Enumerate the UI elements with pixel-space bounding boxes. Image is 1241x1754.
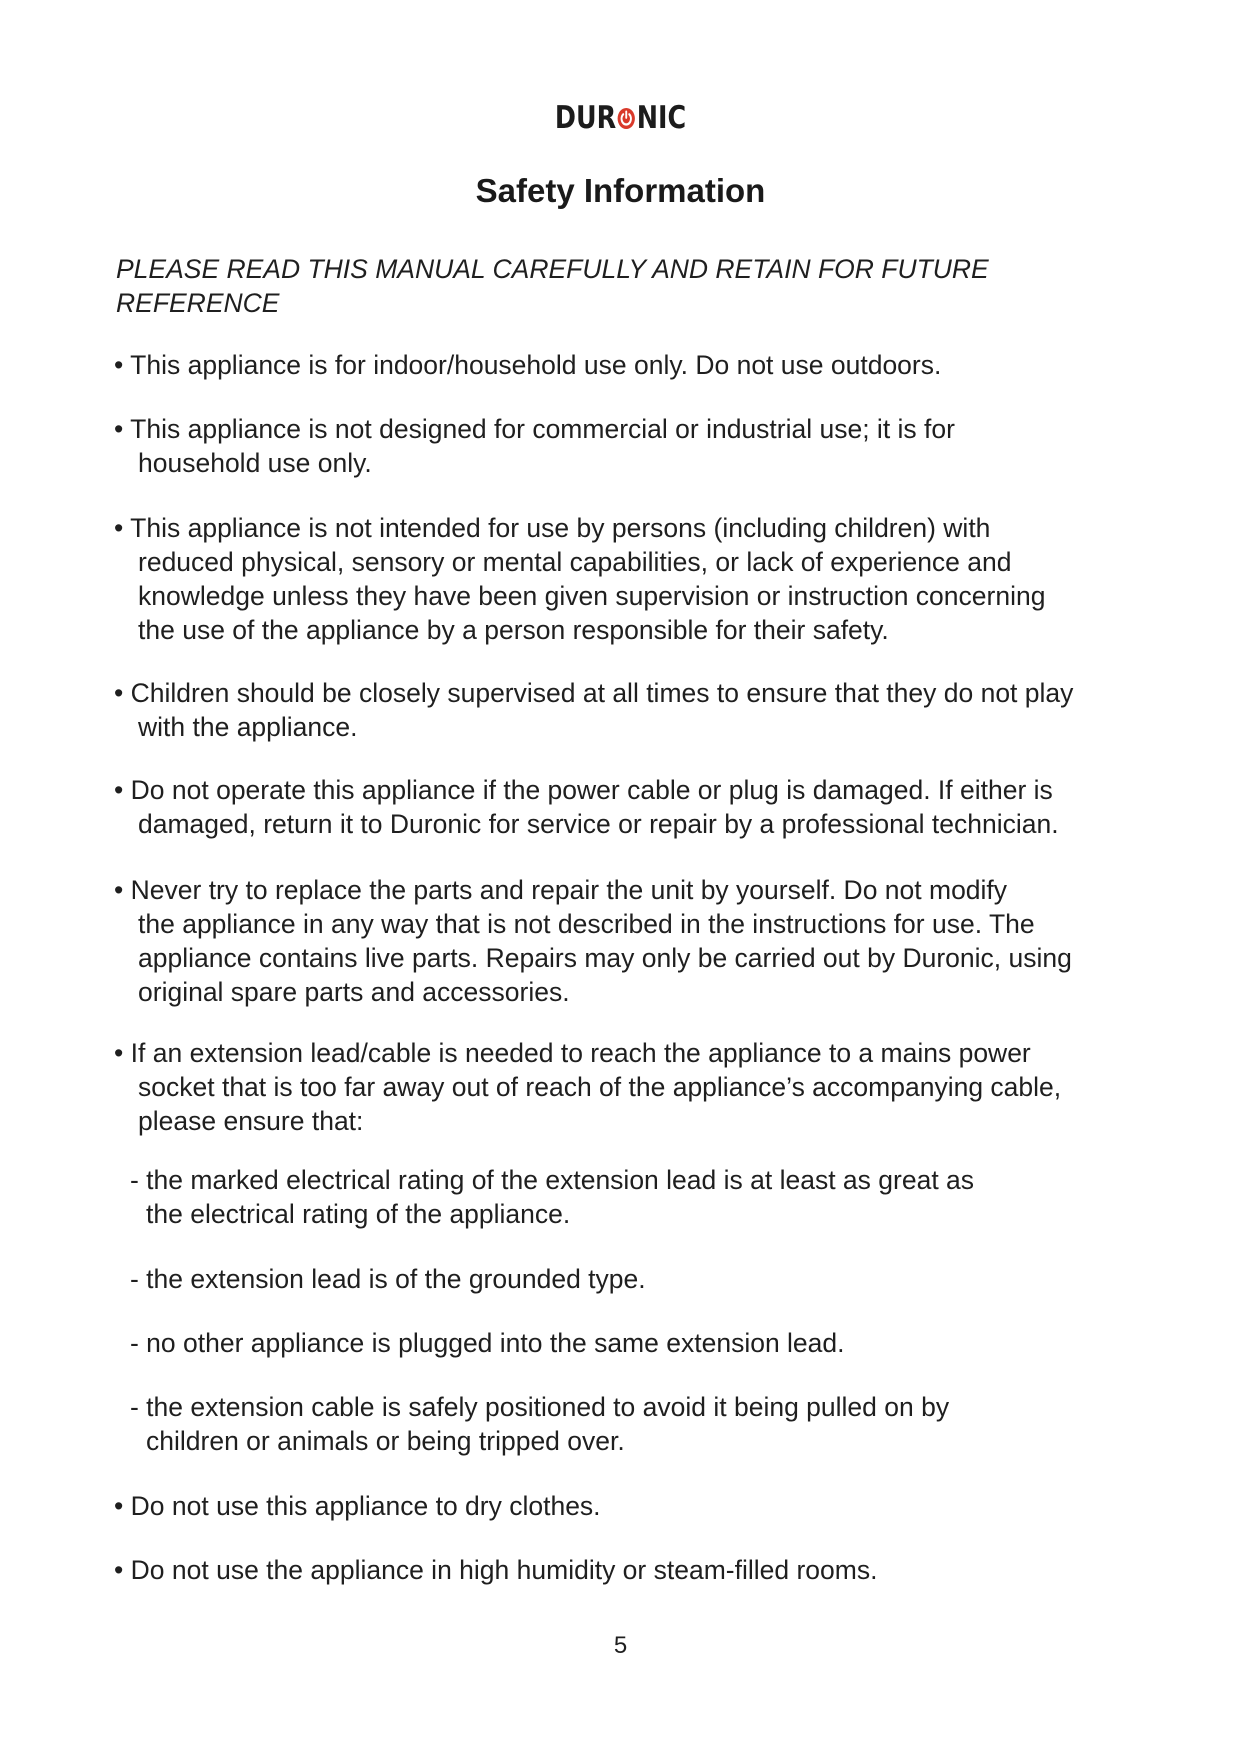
extension-subitem-grounded (130, 1262, 1150, 1296)
safety-item-no-self-repair (114, 873, 1134, 1009)
safety-item-indoor-use (114, 348, 1134, 382)
item-line: - no other appliance is plugged into the same extension lead. (130, 1328, 845, 1358)
page-number: 5 (613, 1632, 628, 1659)
logo-text-prefix: DUR (554, 100, 617, 136)
item-line: children or animals or being tripped over. (146, 1426, 625, 1456)
item-line: the electrical rating of the appliance. (146, 1199, 571, 1229)
item-line: with the appliance. (138, 712, 358, 742)
duronic-logo (112, 100, 1130, 136)
page-title: Safety Information (475, 172, 766, 209)
safety-item-extension-lead (114, 1036, 1134, 1138)
item-line: the use of the appliance by a person responsible for their safety. (138, 615, 889, 645)
safety-item-dry-clothes (114, 1489, 1134, 1523)
item-line: • Do not operate this appliance if the power cable or plug is damaged. If either is (114, 775, 1053, 805)
item-line: knowledge unless they have been given supervision or instruction concerning (138, 581, 1046, 611)
item-line: - the extension cable is safely positioned to avoid it being pulled on by (130, 1392, 950, 1422)
logo-text-suffix: NIC (636, 100, 687, 136)
safety-item-humidity (114, 1553, 1134, 1587)
item-line: socket that is too far away out of reach of the appliance’s accompanying cable, (138, 1072, 1062, 1102)
item-line: - the extension lead is of the grounded type. (130, 1264, 646, 1294)
item-line: • Children should be closely supervised at all times to ensure that they do not play (114, 678, 1074, 708)
item-line: - the marked electrical rating of the extension lead is at least as great as (130, 1165, 975, 1195)
intro-notice (116, 252, 1076, 320)
item-line: appliance contains live parts. Repairs may only be carried out by Duronic, using (138, 943, 1072, 973)
power-icon (617, 107, 636, 130)
item-line: • Do not use this appliance to dry clothes. (114, 1491, 601, 1521)
item-line: • Do not use the appliance in high humidity or steam-filled rooms. (114, 1555, 878, 1585)
extension-subitem-no-other (130, 1326, 1150, 1360)
item-line: • This appliance is not intended for use by persons (including children) with (114, 513, 991, 543)
item-line: • This appliance is not designed for commercial or industrial use; it is for (114, 414, 955, 444)
item-line: reduced physical, sensory or mental capabilities, or lack of experience and (138, 547, 1012, 577)
item-line: damaged, return it to Duronic for service or repair by a professional technician. (138, 809, 1059, 839)
safety-item-reduced-capabilities (114, 511, 1134, 647)
item-line: • If an extension lead/cable is needed to reach the appliance to a mains power (114, 1038, 1031, 1068)
item-line: please ensure that: (138, 1106, 364, 1136)
item-line: original spare parts and accessories. (138, 977, 570, 1007)
item-line: • This appliance is for indoor/household use only. Do not use outdoors. (114, 350, 942, 380)
safety-item-children-supervision (114, 676, 1134, 744)
item-line: the appliance in any way that is not described in the instructions for use. The (138, 909, 1035, 939)
item-line: • Never try to replace the parts and repair the unit by yourself. Do not modify (114, 875, 1008, 905)
extension-subitem-rating (130, 1163, 1150, 1231)
intro-line: PLEASE READ THIS MANUAL CAREFULLY AND RETAIN FOR FUTURE (116, 254, 989, 284)
intro-line: REFERENCE (116, 288, 280, 318)
safety-item-household-only (114, 412, 1134, 480)
item-line: household use only. (138, 448, 372, 478)
safety-item-damaged-cable (114, 773, 1134, 841)
extension-subitem-positioned (130, 1390, 1150, 1458)
